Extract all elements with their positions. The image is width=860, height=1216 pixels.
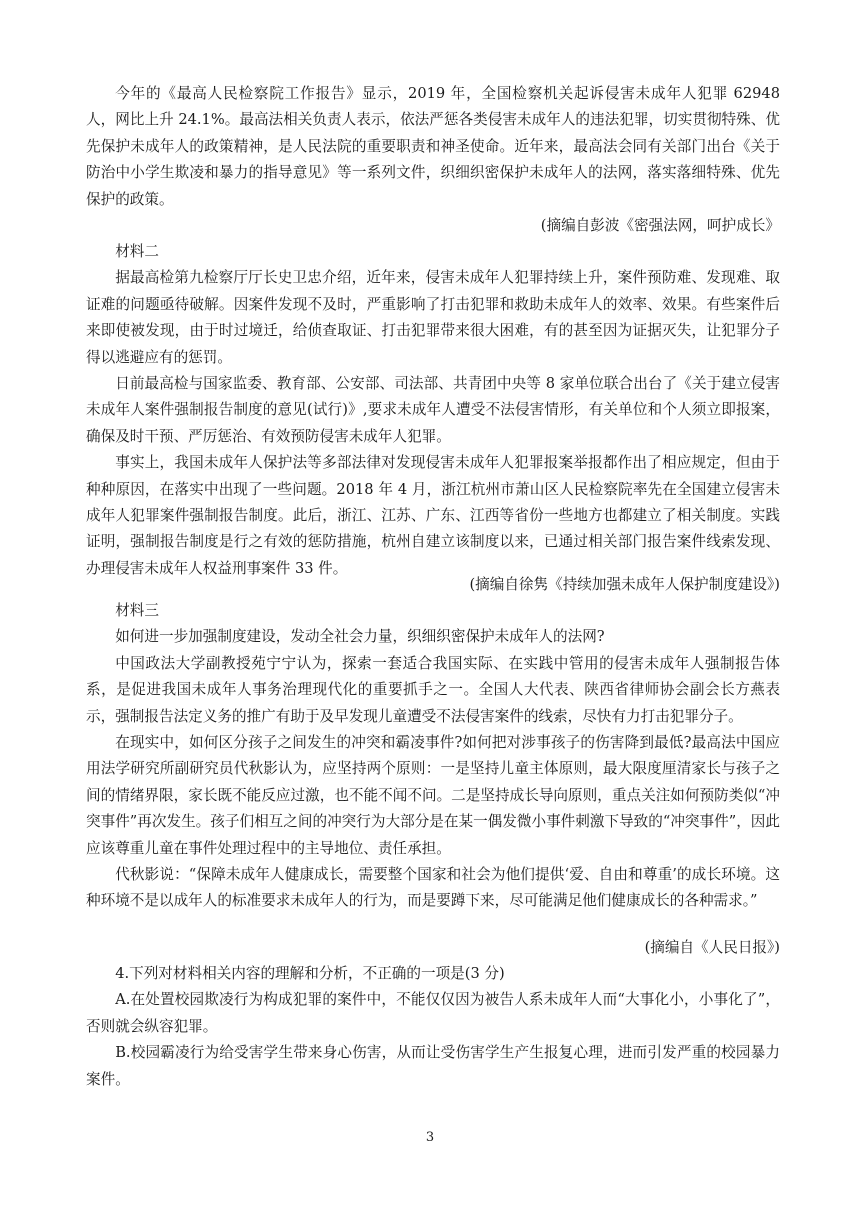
- paragraph: 代秋影说：“保障未成年人健康成长，需要整个国家和社会为他们提供‘爱、自由和尊重’的成长环境。这种环境不是以成年人的标准要求未成年人的行为，而是要蹲下来，尽可能满足他们健康成长的各种需求。”: [86, 866, 780, 910]
- section-heading: 材料三: [115, 602, 159, 619]
- paragraph: 中国政法大学副教授苑宁宁认为，探索一套适合我国实际、在实践中管用的侵害未成年人强制报告体系，是促进我国未成年人事务治理现代化的重要抓手之一。全国人大代表、陕西省律师协会副会长方燕表示，强制报告法定义务的推广有助于及早发现儿童遭受不法侵害案件的线索，尽快有力打击犯罪分子。: [86, 654, 780, 725]
- page-number: 3: [425, 1130, 435, 1145]
- option-b: B.校园霸凌行为给受害学生带来身心伤害，从而让受伤害学生产生报复心理，进而引发严重的校园暴力案件。: [86, 1044, 780, 1088]
- paragraph: 在现实中，如何区分孩子之间发生的冲突和霸凌事件?如何把对涉事孩子的伤害降到最低?最高法中国应用法学研究所副研究员代秋影认为，应坚持两个原则：一是坚持儿童主体原则，最大限度厘清家长与孩子之间的情绪界限，家长既不能反应过激，也不能不闻不问。二是坚持成长导向原则，重点关注如何预防类似“冲突事件”再次发生。孩子们相互之间的冲突行为大部分是在某一偶发微小事件刺激下导致的“冲突事件”，因此应该尊重儿童在事件处理过程中的主导地位、责任承担。: [86, 734, 780, 857]
- material-three: [86, 598, 780, 915]
- source-citation: (摘编自徐隽《持续加强未成年人保护制度建设》): [469, 576, 780, 593]
- source-citation-2: [86, 572, 780, 598]
- source-citation-1: [86, 213, 780, 239]
- source-citation-3: [86, 935, 780, 961]
- paragraph: 日前最高检与国家监委、教育部、公安部、司法部、共青团中央等 8 家单位联合出台了《关于建立侵害未成年人案件强制报告制度的意见(试行)》,要求未成年人遭受不法侵害情形，有关单位和个人须立即报案，确保及时干预、严厉惩治、有效预防侵害未成年人犯罪。: [86, 375, 780, 445]
- option-a: A.在处置校园欺凌行为构成犯罪的案件中，不能仅仅因为被告人系未成年人而“大事化小，小事化了”，否则就会纵容犯罪。: [86, 991, 780, 1035]
- paragraph: 如何进一步加强制度建设，发动全社会力量，织细织密保护未成年人的法网?: [115, 628, 605, 646]
- intro-section: [86, 81, 780, 213]
- question-section: [86, 961, 780, 1093]
- section-heading: 材料二: [115, 243, 159, 260]
- paragraph: 事实上，我国未成年人保护法等多部法律对发现侵害未成年人犯罪报案举报都作出了相应规定，但由于种种原因，在落实中出现了一些问题。2018 年 4 月，浙江杭州市萧山区人民检察院率先在全国建立侵害未成年人犯罪案件强制报告制度。此后，浙江、江苏、广东、江西等省份一些地方也都建立了相关制度。实践证明，强制报告制度是行之有效的惩防措施，杭州自建立该制度以来，已通过相关部门报告案件线索发现、办理侵害未成年人权益刑事案件 33 件。: [86, 454, 780, 577]
- paragraph: 今年的《最高人民检察院工作报告》显示，2019 年，全国检察机关起诉侵害未成年人犯罪 62948 人，网比上升 24.1%。最高法相关负责人表示，依法严惩各类侵害未成年人的违法犯罪，切实贯彻特殊、优先保护未成年人的政策精神，是人民法院的重要职责和神圣使命。近年来，最高法会同有关部门出台《关于防治中小学生欺凌和暴力的指导意见》等一系列文件，织细织密保护未成年人的法网，落实落细特殊、优先保护的政策。: [86, 85, 780, 208]
- material-two: [86, 239, 780, 582]
- question-text: 4.下列对材料相关内容的理解和分析，不正确的一项是(3 分): [115, 965, 505, 982]
- source-citation: (摘编自彭波《密强法网，呵护成长》: [540, 217, 780, 234]
- source-citation: (摘编自《人民日报》): [644, 939, 780, 956]
- paragraph: 据最高检第九检察厅厅长史卫忠介绍，近年来，侵害未成年人犯罪持续上升，案件预防难、发现难、取证难的问题亟待破解。因案件发现不及时，严重影响了打击犯罪和救助未成年人的效率、效果。有些案件后来即使被发现，由于时过境迁，给侦查取证、打击犯罪带来很大困难，有的甚至因为证据灭失，让犯罪分子得以逃避应有的惩罚。: [86, 269, 780, 366]
